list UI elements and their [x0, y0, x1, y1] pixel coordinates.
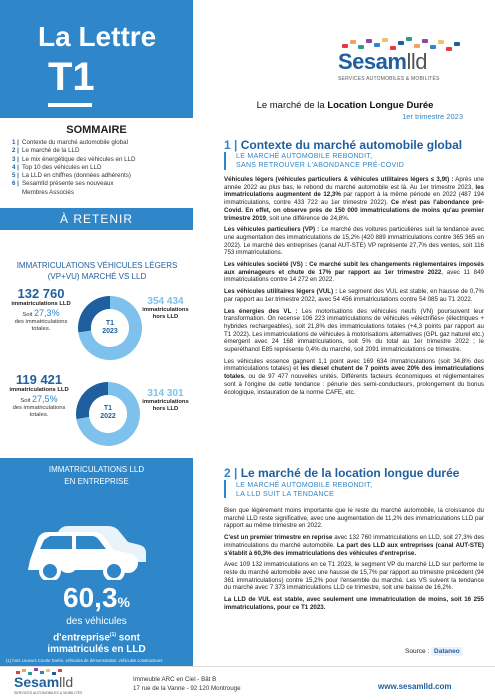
footer-address-line2: 17 rue de la Vanne - 92 120 Montrouge [133, 684, 241, 692]
title-line2: T1 [48, 55, 95, 99]
pie-center-2022-l2: 2022 [100, 413, 116, 420]
lld-pct-2022: 27,5% [32, 394, 58, 404]
sommaire-item-label: Le marché de la LLD [22, 147, 80, 155]
lld-caption-2023: immatriculations LLD [11, 301, 71, 307]
lld-box-title-line2: EN ENTREPRISE [64, 477, 129, 486]
left-column [0, 0, 193, 666]
sommaire-list [0, 139, 193, 197]
lld-value-2023: 132 760 [17, 286, 65, 301]
section2-rule [224, 480, 226, 498]
pie-center-2023-l1: T1 [105, 320, 115, 327]
soit-2023: Soit [22, 312, 33, 318]
lld-line2-sup: (1) [109, 632, 117, 638]
hors-value-2022: 314 301 [147, 388, 184, 399]
section2-num: 2 | [224, 466, 238, 480]
section2-p3: Avec 109 132 immatriculations en ce T1 2023, le segment VP du marché LLD sur performe le reste du marché automobile avec une hausse de 15,7% par rapport au trimestre précédent (94 361 immatriculations) contre 15,2% pour l'ensemble du marché. Les VS suivent la tendance du marché avec 7 373 immatriculations LLD ce trimestre, soit une baisse de 16,2%. [224, 561, 484, 592]
s2p4-bold: La LLD de VUL est stable, avec seulement une immatriculation de moins, soit 16 255 immatriculations, pour ce T1 2023. [224, 596, 484, 611]
source [405, 647, 463, 656]
footer [0, 666, 495, 700]
sommaire-item[interactable] [0, 156, 193, 164]
lld-percentage-value: 60,3 [63, 582, 118, 613]
section2-p2 [224, 534, 484, 557]
section1-body [224, 176, 484, 400]
s1p6-c: , ou de 97 477 nouvelles unités. Différents facteurs économiques et réglementaires sont à l'origine de cette tendance : pénurie des semi-conducteurs, prolongement du bonus écologique, instauration de la norme CAFE, etc. [224, 373, 484, 396]
footer-website-link[interactable]: www.sesamlld.com [378, 682, 452, 691]
pie-block-2022 [0, 372, 193, 457]
lld-value-2022: 119 421 [15, 372, 63, 387]
retenir-title: À RETENIR [0, 208, 193, 230]
sommaire-item-num [12, 189, 22, 197]
section1-p5 [224, 308, 484, 354]
sommaire-item-label: Le mix énergétique des véhicules en LLD [22, 155, 136, 163]
lld-box [0, 458, 193, 666]
sommaire-item-label: La LLD en chiffres (données adhérents) [22, 172, 131, 180]
section1-num: 1 | [224, 138, 238, 152]
s2p2-a: avec 132 760 immatriculations en LLD, soit 27,3% des immatriculations du marché automobile. [224, 534, 484, 549]
s1p4: Le segment des VUL est stable, en hausse de 0,7% par rapport au 1er trimestre 2022, avec 54 456 immatriculations contre 54 085 au T1 2022. [224, 288, 484, 303]
lld-percentage [0, 582, 193, 614]
market-bold: Location Longue Durée [327, 100, 434, 111]
pie-center-2022-l1: T1 [103, 405, 113, 412]
source-label: Source : [405, 648, 430, 655]
section2-sub1: LE MARCHÉ AUTOMOBILE REBONDIT, [236, 482, 373, 489]
sommaire-item[interactable] [0, 164, 193, 172]
section1-p2 [224, 226, 484, 257]
section2-p1: Bien que légèrement moins importante que le reste du marché automobile, la croissance du marché LLD reste significative, avec une augmentation de 11,2% des immatriculations LLD par rapport au même trimestre en 2022. [224, 507, 484, 530]
hors-caption-2023: immatriculations hors LLD [142, 307, 189, 320]
sommaire-item[interactable] [0, 147, 193, 155]
sommaire-item-num: 3 | [12, 155, 19, 163]
footer-logo-main: Sesam [14, 674, 60, 690]
section2-sub2: LA LLD SUIT LA TENDANCE [236, 491, 335, 498]
s1p5: Les motorisations des véhicules neufs (VN) poursuivent leur transformation. On recense 106 223 immatriculations de véhicules «électrifiés» (électriques + hybrides rechargeables), soit 21,8% des immatriculations totales (+4,3 points par rapport au T1 2022). Les immatriculations de véhicules à motorisations alternatives (GPL gaz naturel etc.) émergent avec 24 168 immatriculations, soit 5% du total au 1er trimestre 2022 ; le superéthanol E85 représente 0,4% du marché, soit 2091 immatriculations ce trimestre. [224, 307, 484, 354]
sommaire-item-num: 5 | [12, 172, 19, 180]
lld-line2 [0, 629, 193, 656]
car-icon [0, 490, 193, 580]
sommaire-item-label: SesamlId présente ses nouveaux [22, 180, 114, 188]
section2-title [224, 466, 459, 480]
footer-logo[interactable] [14, 674, 73, 690]
section1-rule [224, 152, 226, 170]
lld-line2-text: d'entreprise [53, 632, 110, 644]
s1p1-bold: Véhicules légers (véhicules particuliers & véhicules utilitaires légers ≤ 3,9t) : [224, 176, 454, 183]
footer-address-line1: Immeuble ARC en Ciel - Bât B [133, 676, 217, 683]
sommaire-item[interactable] [0, 180, 193, 188]
s2p2-bold: C'est un premier trimestre en reprise [224, 534, 333, 542]
sommaire-item-num: 1 | [12, 139, 19, 146]
lld-line1: des véhicules [66, 616, 127, 627]
footer-logo-suffix: lld [59, 674, 74, 690]
s1p1-b: les immatriculations augmentent de 12,3% [224, 183, 484, 199]
sommaire-item[interactable] [0, 189, 193, 197]
section1-subtitle [236, 152, 404, 170]
registrations-title: IMMATRICULATIONS VÉHICULES LÉGERS (VP+VU) MARCHÉ VS LLD [16, 261, 178, 281]
footer-address [133, 676, 241, 693]
lld-pct-2023: 27,3% [34, 308, 60, 318]
s1p1-d: Ce n'est pas l'abondance pré-Covid. En effet, on observe près de 150 000 immatriculations de moins qu'au premier trimestre 2019 [224, 199, 485, 222]
pie-block-2023 [0, 286, 193, 371]
section2-p4 [224, 596, 484, 611]
section1-sub1: LE MARCHÉ AUTOMOBILE REBONDIT, [236, 153, 373, 160]
s1p1-e: , soit une différence de 24,8%. [265, 214, 350, 222]
s1p1-c: par rapport à la même période en 2022 (487 194 immatriculations, contre 433 722 au 1er trimestre 2022). [224, 191, 485, 207]
title-block [0, 0, 193, 118]
sommaire-item-num: 6 | [12, 180, 19, 188]
s1p6-b: les diesel chutent de 7 points avec 20% des immatriculations totales [224, 365, 484, 381]
s2p2-b: La part des LLD aux entreprises (canal AUT-STE) s'établit à 60,3% des immatriculations des véhicules d'entreprise. [224, 541, 484, 557]
sommaire-item-label: Membres Associés [22, 188, 74, 196]
logo-suffix: lld [406, 49, 427, 74]
section1-sub2: SANS RETROUVER L'ABONDANCE PRÉ-COVID [236, 162, 405, 169]
sommaire-item[interactable] [0, 139, 193, 147]
logo-main: Sesam [338, 49, 407, 74]
section1-title [224, 138, 462, 152]
hors-value-2023: 354 434 [147, 296, 184, 307]
title-line1: La Lettre [38, 21, 157, 52]
s1p1-a: Après une année 2022 au plus bas, le rebond du marché automobile est là. Au 1er trimestre 2023, [224, 176, 484, 191]
quarter-label: 1er trimestre 2023 [402, 112, 463, 121]
soit-suffix-2022: des immatriculations totales. [12, 405, 66, 418]
logo-subtitle: SERVICES AUTOMOBILES & MOBILITÉS [338, 76, 440, 82]
market-prefix: Le marché de la [256, 100, 328, 111]
lld-box-title [0, 464, 193, 488]
s1p6-a: Les véhicules essence gagnent 1,1 point avec 169 634 immatriculations (soit 34,8% des immatriculations totales) et [224, 357, 484, 373]
title-underline [48, 103, 92, 107]
section1-p4 [224, 288, 484, 303]
s1p3: , avec 11 849 immatriculations contre 14 272 en 2022. [224, 268, 484, 284]
sommaire [0, 124, 193, 197]
section2-subtitle [236, 481, 372, 499]
sommaire-item-label: Contexte du marché automobile global [22, 139, 128, 146]
lld-line2-b: sont [116, 632, 140, 644]
logo-text [338, 49, 427, 75]
sommaire-item-num: 4 | [12, 163, 19, 171]
sommaire-item[interactable] [0, 172, 193, 180]
sommaire-item-label: Top 10 des véhicules en LLD [22, 163, 102, 171]
s1p2: Le marché des voitures particulières suit la tendance avec une augmentation des immatriculations de 15,2% (420 889 immatriculations contre 365 365 en 2022). Le marché des entreprises (canal AUT-STE) VP représente 27,7% des ventes, soit 116 753 immatriculations. [224, 226, 484, 257]
section1-p6 [224, 358, 484, 397]
logo[interactable] [320, 36, 480, 96]
section1-title-text: Contexte du marché automobile global [240, 138, 463, 152]
lld-footnote: (1) hors Loueurs Courte Durée, véhicules de démonstration, véhicules constructeurs [6, 658, 163, 663]
lld-line3: immatriculés en LLD [47, 644, 146, 656]
lld-box-title-line1: IMMATRICULATIONS LLD [48, 465, 145, 474]
hors-caption-2022: immatriculations hors LLD [142, 399, 189, 412]
s1p4-bold: Les véhicules utilitaires légers (VUL) : [224, 288, 338, 296]
s1p3-bold: Les véhicules société (VS) : Ce marché subit les changements réglementaires imposés aux aménageurs et chute de 17% par rapport au 1er trimestre 2022 [224, 261, 484, 276]
s1p5-bold: Les énergies des VL : [224, 307, 298, 315]
section2-title-text: Le marché de la location longue durée [240, 466, 460, 480]
section1-p3 [224, 261, 484, 284]
soit-suffix-2023: des immatriculations totales. [14, 319, 68, 332]
section2-body [224, 507, 484, 615]
market-header [205, 100, 485, 111]
soit-2022: Soit [20, 398, 31, 404]
retenir-area [0, 230, 193, 456]
dataneo-logo: Dataneo [431, 647, 463, 656]
footer-logo-sub: SERVICES AUTOMOBILES & MOBILITÉS [14, 691, 83, 695]
lld-percentage-unit: % [117, 594, 130, 610]
sommaire-title: SOMMAIRE [66, 124, 127, 136]
sommaire-item-num: 2 | [12, 147, 19, 155]
lld-caption-2022: immatriculations LLD [9, 387, 69, 393]
s1p2-bold: Les véhicules particuliers (VP) : [224, 226, 320, 234]
pie-center-2023-l2: 2023 [102, 328, 118, 335]
section1-p1 [224, 176, 484, 222]
